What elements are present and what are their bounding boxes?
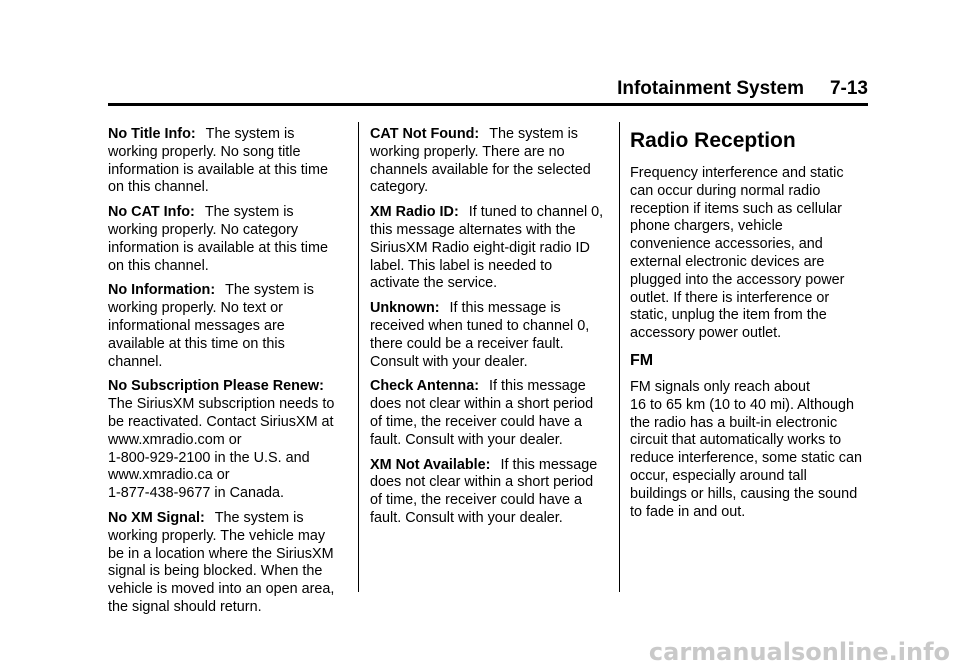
column-divider [619, 122, 620, 592]
entry-cat-not-found: CAT Not Found: The system is working properly. There are no channels available for the selected category. [370, 126, 591, 196]
column-divider [358, 122, 359, 592]
paragraph-radio-reception: Frequency interference and static can occur during normal radio reception if items such as cellular phone chargers, vehicle convenience accessories, and external electronic devices are plugged into the accessory power outlet. If there is interference or static, unplug the item from the accessory power outlet. [630, 165, 845, 342]
column-3 [630, 126, 868, 528]
entry-no-information: No Information: The system is working properly. No text or informational messages are available at this time on this channel. [108, 282, 314, 370]
page-header [0, 78, 868, 100]
subheading-fm: FM [630, 351, 654, 369]
column-1 [108, 126, 346, 624]
entry-xm-radio-id: XM Radio ID: If tuned to channel 0, this message alternates with the SiriusXM Radio eight-digit radio ID label. This label is needed to activate the service. [370, 204, 604, 292]
entry-check-antenna: Check Antenna: If this message does not clear within a short period of time, the receiver could have a fault. Consult with your dealer. [370, 378, 594, 448]
header-rule [108, 103, 868, 106]
entry-no-cat-info: No CAT Info: The system is working properly. No category information is available at this time on this channel. [108, 204, 328, 274]
column-2 [370, 126, 608, 535]
paragraph-fm: FM signals only reach about 16 to 65 km (10 to 40 mi). Although the radio has a built-in electronic circuit that automatically works to reduce interference, some static can occur, especially around tall buildings or hills, causing the sound to fade in and out. [630, 378, 862, 520]
entry-unknown: Unknown: If this message is received when tuned to channel 0, there could be a receiver fault. Consult with your dealer. [370, 300, 590, 370]
entry-no-title-info: No Title Info: The system is working properly. No song title information is available at this time on this channel. [108, 126, 328, 196]
watermark: carmanualsonline.info [648, 638, 950, 666]
section-title: Infotainment System [617, 78, 804, 99]
entry-no-subscription: No Subscription Please Renew: The SiriusXM subscription needs to be reactivated. Contact SiriusXM at www.xmradio.com or 1-800-929-2100 in the U.S. and www.xmradio.ca or 1-877-438-9677 in Canada. [108, 378, 335, 502]
entry-no-xm-signal: No XM Signal: The system is working properly. The vehicle may be in a location where the SiriusXM signal is being blocked. When the vehicle is moved into an open area, the signal should return. [108, 509, 335, 615]
entry-xm-not-available: XM Not Available: If this message does not clear within a short period of time, the receiver could have a fault. Consult with your dealer. [370, 456, 598, 526]
page-number: 7-13 [829, 78, 868, 99]
heading-radio-reception: Radio Reception [630, 129, 796, 152]
